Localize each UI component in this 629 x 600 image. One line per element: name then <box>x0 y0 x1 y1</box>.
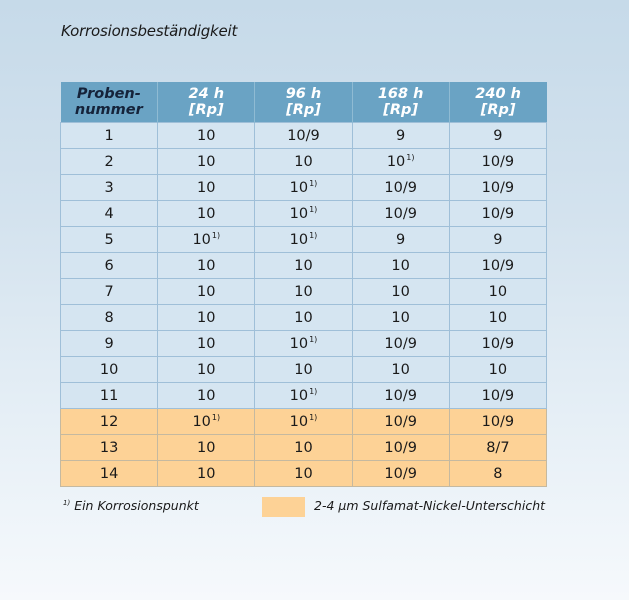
rating-cell <box>449 227 546 253</box>
rating-cell <box>158 409 255 435</box>
probe-number-cell: 3 <box>61 175 158 201</box>
column-header-probe: Proben- nummer <box>61 82 158 123</box>
rating-cell <box>158 123 255 149</box>
rating-cell <box>449 461 546 487</box>
rating-value: 10 <box>386 154 406 170</box>
probe-number-cell: 1 <box>61 123 158 149</box>
rating-value: 10/9 <box>384 413 417 430</box>
rating-value: 10 <box>197 439 216 456</box>
probe-number-cell: 9 <box>61 331 158 357</box>
rating-cell <box>449 175 546 201</box>
rating-cell <box>449 357 546 383</box>
rating-cell <box>158 227 255 253</box>
footnote-marker: 1) <box>309 413 318 422</box>
rating-cell <box>352 253 449 279</box>
rating-value: 10 <box>294 257 313 274</box>
rating-cell <box>255 253 352 279</box>
table-row <box>61 357 547 383</box>
rating-value: 10 <box>197 257 216 274</box>
rating-cell <box>352 149 449 175</box>
rating-cell <box>352 461 449 487</box>
footnote <box>62 498 199 513</box>
rating-cell <box>352 357 449 383</box>
rating-value: 10 <box>197 205 216 222</box>
footnote-marker: 1) <box>63 499 71 507</box>
rating-cell <box>255 461 352 487</box>
rating-value: 8/7 <box>486 439 510 456</box>
rating-cell <box>352 279 449 305</box>
rating-value: 10 <box>192 232 211 248</box>
footnote-marker: 1) <box>211 413 221 422</box>
rating-cell <box>158 201 255 227</box>
rating-cell <box>255 357 352 383</box>
rating-cell <box>158 435 255 461</box>
rating-cell <box>352 383 449 409</box>
rating-value: 10 <box>197 283 216 300</box>
table-body <box>61 123 547 487</box>
table-row <box>61 305 547 331</box>
footnote-marker: 1) <box>309 335 318 344</box>
rating-value: 10 <box>197 309 216 326</box>
page-title: Korrosionsbeständigkeit <box>61 22 238 40</box>
rating-cell <box>255 279 352 305</box>
rating-cell <box>255 227 352 253</box>
rating-value: 10/9 <box>384 439 417 456</box>
table-row <box>61 383 547 409</box>
rating-cell <box>449 279 546 305</box>
rating-value: 10 <box>488 283 508 300</box>
rating-value: 10/9 <box>481 179 515 196</box>
table-header-row <box>61 82 547 123</box>
table-row <box>61 435 547 461</box>
rating-value: 10 <box>294 439 313 456</box>
rating-cell <box>449 435 546 461</box>
footnote-marker: 1) <box>309 205 318 214</box>
rating-value: 10/9 <box>481 387 515 404</box>
rating-value: 10/9 <box>481 205 515 222</box>
rating-value: 10 <box>294 465 313 482</box>
probe-number-cell: 10 <box>61 357 158 383</box>
probe-number-cell: 4 <box>61 201 158 227</box>
table-row <box>61 253 547 279</box>
table-row <box>61 123 547 149</box>
rating-value: 10 <box>197 465 216 482</box>
rating-cell <box>158 279 255 305</box>
probe-number-cell: 7 <box>61 279 158 305</box>
rating-value: 10 <box>289 414 309 430</box>
rating-value: 10 <box>488 361 508 378</box>
rating-value: 10 <box>289 180 309 196</box>
rating-cell <box>158 357 255 383</box>
probe-number-cell: 8 <box>61 305 158 331</box>
table-row <box>61 149 547 175</box>
rating-value: 10/9 <box>481 257 515 274</box>
probe-number-cell: 6 <box>61 253 158 279</box>
probe-number-cell: 5 <box>61 227 158 253</box>
rating-value: 10 <box>289 336 309 352</box>
column-header-240h: 240 h [Rp] <box>449 82 546 123</box>
rating-value: 10/9 <box>384 205 417 222</box>
rating-value: 10 <box>289 232 309 248</box>
rating-value: 10 <box>197 361 216 378</box>
rating-value: 10/9 <box>481 153 515 170</box>
rating-cell <box>255 435 352 461</box>
rating-value: 10 <box>294 361 313 378</box>
rating-cell <box>352 435 449 461</box>
rating-value: 10 <box>294 283 313 300</box>
table-row <box>61 201 547 227</box>
footnote-marker: 1) <box>309 387 318 396</box>
rating-value: 10 <box>488 309 508 326</box>
rating-value: 10 <box>192 414 211 430</box>
corrosion-table <box>60 82 547 487</box>
probe-number-cell: 13 <box>61 435 158 461</box>
rating-value: 10/9 <box>384 179 417 196</box>
rating-cell <box>255 175 352 201</box>
probe-number-cell: 11 <box>61 383 158 409</box>
rating-value: 9 <box>396 231 406 248</box>
rating-value: 10/9 <box>481 335 515 352</box>
rating-value: 10 <box>197 127 216 144</box>
table-row <box>61 461 547 487</box>
rating-cell <box>352 123 449 149</box>
probe-number-cell: 12 <box>61 409 158 435</box>
rating-cell <box>255 409 352 435</box>
column-header-168h: 168 h [Rp] <box>352 82 449 123</box>
rating-cell <box>352 409 449 435</box>
column-header-24h: 24 h [Rp] <box>158 82 255 123</box>
rating-cell <box>449 383 546 409</box>
rating-cell <box>449 149 546 175</box>
footnote-marker: 1) <box>309 231 318 240</box>
table-row <box>61 279 547 305</box>
rating-cell <box>352 175 449 201</box>
rating-value: 10 <box>289 206 309 222</box>
rating-cell <box>449 305 546 331</box>
rating-cell <box>158 149 255 175</box>
rating-cell <box>255 305 352 331</box>
rating-value: 9 <box>493 127 503 144</box>
table-row <box>61 227 547 253</box>
table-row <box>61 175 547 201</box>
rating-cell <box>352 227 449 253</box>
rating-value: 10 <box>391 361 410 378</box>
rating-cell <box>158 305 255 331</box>
table-row <box>61 331 547 357</box>
rating-value: 10/9 <box>384 335 417 352</box>
probe-number-cell: 2 <box>61 149 158 175</box>
probe-number-cell: 14 <box>61 461 158 487</box>
rating-value: 10/9 <box>481 413 515 430</box>
rating-cell <box>449 331 546 357</box>
rating-cell <box>255 123 352 149</box>
rating-value: 9 <box>396 127 406 144</box>
rating-cell <box>449 253 546 279</box>
rating-cell <box>158 383 255 409</box>
rating-value: 10 <box>197 387 216 404</box>
rating-value: 10 <box>294 153 313 170</box>
rating-cell <box>158 461 255 487</box>
footnote-marker: 1) <box>309 179 318 188</box>
rating-value: 10 <box>197 179 216 196</box>
table-row <box>61 409 547 435</box>
rating-cell <box>352 305 449 331</box>
rating-cell <box>449 409 546 435</box>
rating-cell <box>255 331 352 357</box>
rating-value: 10/9 <box>287 127 320 144</box>
rating-value: 10 <box>391 283 410 300</box>
rating-value: 10 <box>391 309 410 326</box>
column-header-96h: 96 h [Rp] <box>255 82 352 123</box>
rating-value: 10 <box>289 388 309 404</box>
rating-cell <box>352 331 449 357</box>
rating-cell <box>255 383 352 409</box>
rating-value: 10 <box>197 335 216 352</box>
legend-swatch <box>262 497 305 517</box>
rating-cell <box>352 201 449 227</box>
rating-cell <box>158 331 255 357</box>
rating-cell <box>449 123 546 149</box>
rating-cell <box>158 175 255 201</box>
rating-value: 9 <box>493 231 503 248</box>
rating-cell <box>255 201 352 227</box>
rating-cell <box>449 201 546 227</box>
rating-value: 10/9 <box>384 465 417 482</box>
footnote-marker: 1) <box>406 153 415 162</box>
rating-cell <box>158 253 255 279</box>
rating-value: 10 <box>294 309 313 326</box>
rating-value: 8 <box>493 465 503 482</box>
rating-value: 10 <box>197 153 216 170</box>
footnote-marker: 1) <box>211 231 221 240</box>
rating-value: 10 <box>391 257 410 274</box>
rating-cell <box>255 149 352 175</box>
footnote-text: Ein Korrosionspunkt <box>74 498 199 513</box>
legend-label: 2-4 µm Sulfamat-Nickel-Unterschicht <box>314 498 546 513</box>
rating-value: 10/9 <box>384 387 417 404</box>
